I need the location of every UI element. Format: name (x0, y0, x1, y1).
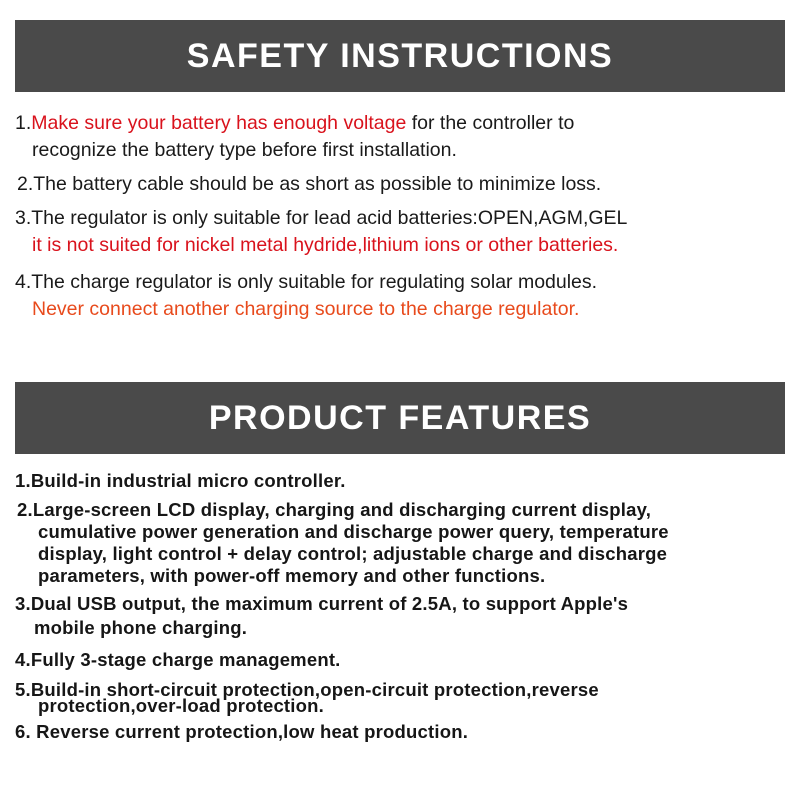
feature-line-2: 2.Large-screen LCD display, charging and discharging current display, (17, 499, 652, 520)
safety-item-3: 3.The regulator is only suitable for lead acid batteries:OPEN,AGM,GEL (15, 207, 628, 229)
feature-line-9: 5.Build-in short-circuit protection,open-circuit protection,reverse (15, 679, 599, 700)
safety-item-1-line-2: recognize the battery type before first installation. (32, 139, 457, 161)
safety-item-1-number: 1. (15, 112, 32, 134)
safety-item-3-warning: it is not suited for nickel metal hydride,lithium ions or other batteries. (32, 234, 619, 256)
feature-line-5: parameters, with power-off memory and other functions. (38, 565, 546, 586)
product-features-title: PRODUCT FEATURES (208, 398, 592, 437)
safety-instructions-title: SAFETY INSTRUCTIONS (186, 36, 614, 75)
safety-item-4-warning: Never connect another charging source to the charge regulator. (32, 298, 580, 320)
product-features-banner (15, 382, 785, 454)
feature-line-7: mobile phone charging. (34, 617, 248, 638)
safety-item-4: 4.The charge regulator is only suitable for regulating solar modules. (15, 271, 598, 293)
safety-item-1-line-1 (15, 111, 574, 135)
feature-line-6: 3.Dual USB output, the maximum current of 2.5A, to support Apple's (15, 593, 629, 614)
safety-instructions-banner (15, 20, 785, 92)
feature-line-11: 6. Reverse current protection,low heat production. (15, 721, 469, 742)
feature-line-4: display, light control + delay control; adjustable charge and discharge (38, 543, 668, 564)
feature-line-10: protection,over-load protection. (38, 695, 324, 716)
feature-line-8: 4.Fully 3-stage charge management. (15, 649, 341, 670)
safety-item-2: 2.The battery cable should be as short as possible to minimize loss. (17, 173, 602, 195)
feature-line-1: 1.Build-in industrial micro controller. (15, 470, 346, 491)
safety-item-1-rest: for the controller to (406, 112, 575, 134)
feature-line-3: cumulative power generation and discharge power query, temperature (38, 521, 669, 542)
safety-item-1-highlight: Make sure your battery has enough voltage (31, 112, 407, 134)
